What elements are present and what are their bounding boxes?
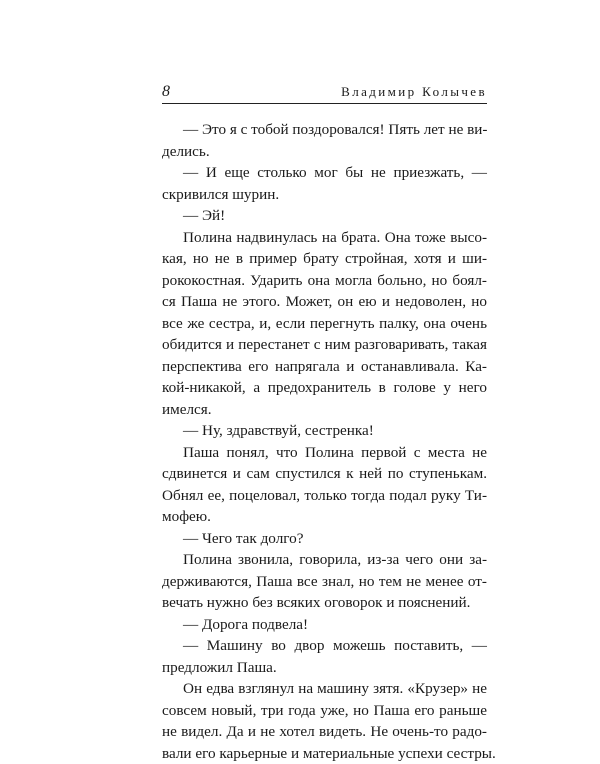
text-line: перспектива его напрягала и останавливала. Ка- bbox=[162, 356, 487, 378]
text-line: кая, но не в пример брату стройная, хотя и ши- bbox=[162, 248, 487, 270]
text-line: — Машину во двор можешь поставить, — bbox=[162, 635, 487, 657]
text-line: рококостная. Ударить она могла больно, но боял- bbox=[162, 270, 487, 292]
text-line: Полина звонила, говорила, из-за чего они за- bbox=[162, 549, 487, 571]
header-rule bbox=[162, 103, 487, 104]
text-line: мофею. bbox=[162, 506, 487, 528]
text-line: — Ну, здравствуй, сестренка! bbox=[162, 420, 487, 442]
text-line: скривился шурин. bbox=[162, 184, 487, 206]
text-line: — Это я с тобой поздоровался! Пять лет не ви- bbox=[162, 119, 487, 141]
text-line: обидится и перестанет с ним разговаривать, такая bbox=[162, 334, 487, 356]
page-number: 8 bbox=[162, 82, 170, 102]
text-line: — Эй! bbox=[162, 205, 487, 227]
body-text bbox=[162, 119, 487, 764]
text-line: Он едва взглянул на машину зятя. «Крузер» не bbox=[162, 678, 487, 700]
text-line: вали его карьерные и материальные успехи сестры. bbox=[162, 743, 487, 764]
text-line: ся Паша не этого. Может, он ею и недоволен, но bbox=[162, 291, 487, 313]
text-line: вечать нужно без всяких оговорок и пояснений. bbox=[162, 592, 487, 614]
text-line: все же сестра, и, если перегнуть палку, она очень bbox=[162, 313, 487, 335]
text-line: сдвинется и сам спустился к ней по ступенькам. bbox=[162, 463, 487, 485]
text-line: совсем новый, три года уже, но Паша его раньше bbox=[162, 700, 487, 722]
text-line: — И еще столько мог бы не приезжать, — bbox=[162, 162, 487, 184]
page-header bbox=[162, 82, 487, 102]
text-line: кой-никакой, а предохранитель в голове у него bbox=[162, 377, 487, 399]
text-line: не видел. Да и не хотел видеть. Не очень-то радо- bbox=[162, 721, 487, 743]
text-line: Паша понял, что Полина первой с места не bbox=[162, 442, 487, 464]
text-line: имелся. bbox=[162, 399, 487, 421]
text-line: — Дорога подвела! bbox=[162, 614, 487, 636]
running-head-author: Владимир Колычев bbox=[341, 82, 487, 102]
text-line: Обнял ее, поцеловал, только тогда подал руку Ти- bbox=[162, 485, 487, 507]
text-line: держиваются, Паша все знал, но тем не менее от- bbox=[162, 571, 487, 593]
text-line: делись. bbox=[162, 141, 487, 163]
text-line: — Чего так долго? bbox=[162, 528, 487, 550]
text-line: Полина надвинулась на брата. Она тоже высо- bbox=[162, 227, 487, 249]
text-line: предложил Паша. bbox=[162, 657, 487, 679]
